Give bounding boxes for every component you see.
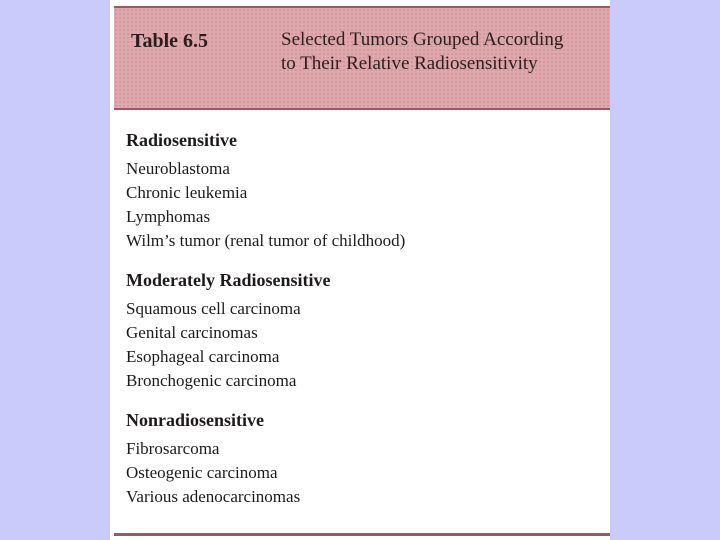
group-heading: Moderately Radiosensitive <box>126 270 331 290</box>
group-heading: Radiosensitive <box>126 130 238 150</box>
group-items <box>126 157 596 253</box>
table-title <box>281 28 601 76</box>
table-title-line: to Their Relative Radiosensitivity <box>281 53 538 74</box>
table-number: Table 6.5 <box>131 30 209 52</box>
list-item: Lymphomas <box>126 207 211 226</box>
list-item: Bronchogenic carcinoma <box>126 371 297 390</box>
group-nonradiosensitive <box>126 408 596 509</box>
list-item: Neuroblastoma <box>126 159 230 178</box>
table-body <box>126 128 596 524</box>
group-items <box>126 297 596 393</box>
bottom-rule <box>114 533 610 536</box>
list-item: Osteogenic carcinoma <box>126 463 278 482</box>
list-item: Various adenocarcinomas <box>126 487 301 506</box>
list-item: Fibrosarcoma <box>126 439 220 458</box>
group-moderately-radiosensitive <box>126 268 596 393</box>
list-item: Genital carcinomas <box>126 323 258 342</box>
list-item: Chronic leukemia <box>126 183 248 202</box>
group-heading: Nonradiosensitive <box>126 410 265 430</box>
list-item: Squamous cell carcinoma <box>126 299 301 318</box>
table-title-line: Selected Tumors Grouped According <box>281 29 564 50</box>
list-item: Esophageal carcinoma <box>126 347 280 366</box>
document-page <box>110 0 610 540</box>
group-radiosensitive <box>126 128 596 253</box>
table-header-band <box>114 6 610 110</box>
group-items <box>126 437 596 509</box>
list-item: Wilm’s tumor (renal tumor of childhood) <box>126 231 406 250</box>
